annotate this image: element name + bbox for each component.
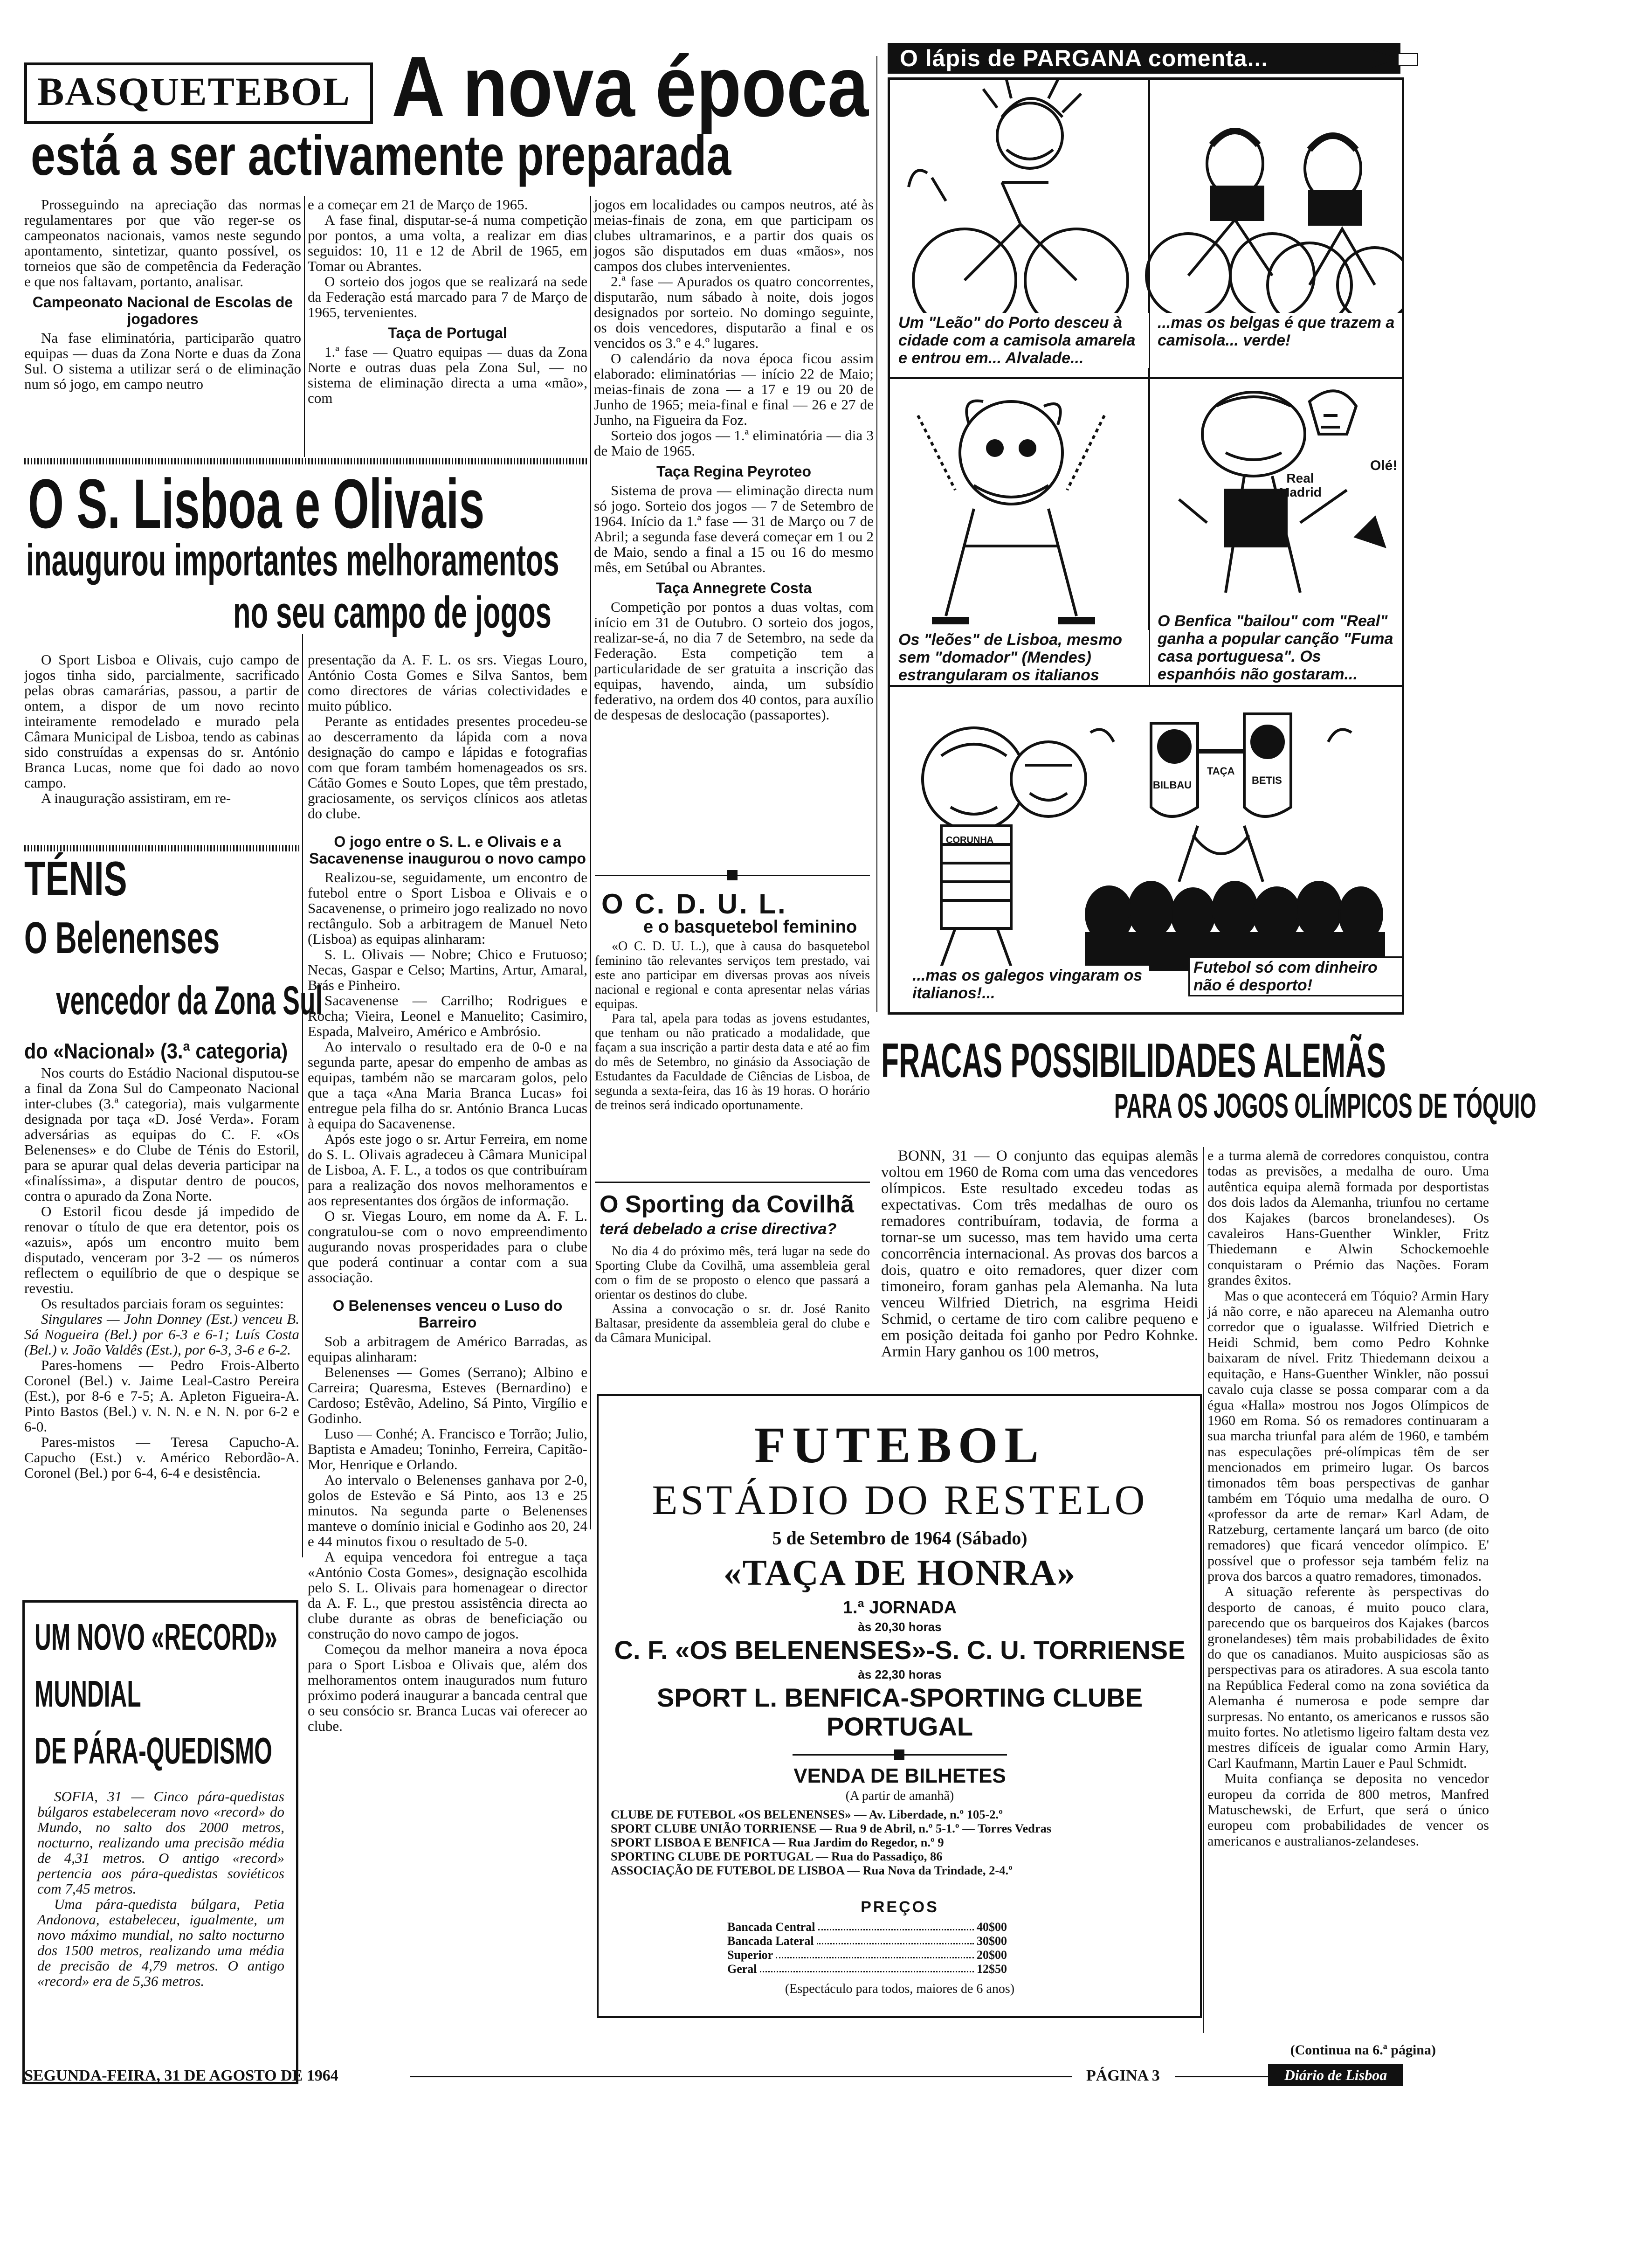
price-value: 30$00: [977, 1934, 1007, 1948]
price-row: [727, 1962, 1007, 1976]
olivais-subheadline-1: inaugurou importantes melhoramentos: [26, 535, 559, 585]
column-divider: [590, 196, 591, 1529]
paragraph: Nos courts do Estádio Nacional disputou-se a final da Zona Sul do Campeonato Nacional inter-clubes (3.ª categoria), mais vulgarmente designada por taça «D. José Verda». Foram adversárias as equipas do C. F. «Os Belenenses» e do Clube de Ténis do Estoril, para se apurar qual delas deveria participar na «finalíssima», a disputar dentro de poucos, contra o apurado da Zona Norte.: [24, 1065, 299, 1204]
ad-outlet: SPORT LISBOA E BENFICA — Rua Jardim do Regedor, n.º 9: [611, 1835, 944, 1849]
olivais-column-2: [308, 652, 587, 1734]
column-divider: [304, 196, 305, 457]
paragraph: Prosseguindo na apreciação das normas regulamentares por que vão reger-se os campeonatos nacionais, vamos neste segundo apontamento, sintetizar, quanto possível, os torneios que são de competência da Federação e que nos faltavam, portanto, analisar.: [24, 196, 301, 290]
paragraph: No dia 4 do próximo mês, terá lugar na sede do Sporting Clube da Covilhã, uma assembleia geral com o fim de se proposto o elenco que passará a orientar os destinos do clube.: [595, 1244, 870, 1302]
cartoon-label-taca: TAÇA: [1207, 765, 1235, 777]
basketball-subheadline: está a ser activamente preparada: [31, 124, 731, 187]
cartoon-frame: [888, 77, 1404, 1015]
tennis-subheadline: vencedor da Zona Sul: [56, 978, 323, 1023]
paragraph: Sob a arbitragem de Américo Barradas, as equipas alinharam:: [308, 1333, 587, 1365]
cartoon-banner-text: O lápis de PARGANA comenta...: [900, 45, 1269, 71]
tennis-headline: O Belenenses: [24, 913, 220, 963]
paragraph: Pares-mistos — Teresa Capucho-A. Capucho (Est.) v. Américo Rebordão-A. Coronel (Bel.) por 6-4, 6-4 e desistência.: [24, 1434, 299, 1481]
paragraph: 2.ª fase — Apurados os quatro concorrentes, disputarão, num sábado à noite, dois jogos designados por sorteio. No domingo seguinte, os dois vencedores, disputarão a final e os vencidos os 3.º e 4.º lugares.: [594, 273, 874, 351]
cartoon-label-bilbau: BILBAU: [1153, 779, 1192, 791]
paragraph: Luso — Conhé; A. Francisco e Torrão; Julio, Baptista e Amadeu; Toninho, Ferreira, Capitão-Mor, Henrique e Orlando.: [308, 1425, 587, 1473]
olympics-headline: FRACAS POSSIBILIDADES ALEMÃS: [881, 1034, 1386, 1088]
paragraph: Mas o que acontecerá em Tóquio? Armin Hary já não corre, e não apareceu na Alemanha outro corredor que o igualasse. Wilfried Dietrich e Heidi Schmid, bem como Pedro Kohnke baixaram de nível. Fritz Thiedemann deixou a equitação, e Hans-Guenther Winkler, não possui cavalo cuja classe se possa comparar com a da égua «Halla» mostrou nos Jogos Olímpicos de 1960 em Roma. Só os remadores continuaram a sua marcha triunfal para além de 1960, e também nas especulações pré-olímpicas têm de ser mencionados em primeiro lugar. Os barcos timonados têm boas perspectivas de ganhar também em Tóquio uma medalha de ouro. O «professor da arte de remar» Karl Adam, de Ratzeburg, certamente lançará um barco (de oito remadores) que ficará vencedor olímpico. E' possível que o professor seja também feliz na prova dos barcos a quatro remadores, timonados.: [1207, 1288, 1489, 1584]
column-divider: [1203, 1147, 1204, 2033]
cartoon-caption-4: O Benfica "bailou" com "Real" ganha a popular canção "Fuma casa portuguesa". Os espanhóis não gostaram...: [1154, 611, 1404, 684]
divider: [595, 1182, 870, 1183]
cdul-headline: O C. D. U. L.: [601, 888, 787, 920]
paragraph: O sorteio dos jogos que se realizará na sede da Federação está marcado para 7 de Março de 1965, tervenientes.: [308, 273, 587, 320]
ad-venue: ESTÁDIO DO RESTELO: [652, 1477, 1148, 1523]
pencil-icon-tip: [1398, 53, 1418, 66]
price-label: Bancada Lateral: [727, 1934, 814, 1948]
cdul-body: [595, 939, 870, 1113]
price-value: 40$00: [977, 1920, 1007, 1934]
record-headline: UM NOVO «RECORD»: [34, 1616, 277, 1658]
covilha-body: [595, 1244, 870, 1345]
cartoon-label-corunha: CORUNHA: [946, 835, 994, 845]
paragraph: Pares-homens — Pedro Frois-Alberto Coronel (Bel.) v. Jaime Leal-Castro Pereira (Est.), por 8-6 e 7-5; A. Apleton Figueira-A. Pinto Bastos (Bel.) v. N. N. e N. N. por 6-2 e 6-0.: [24, 1357, 299, 1435]
section-rule: [24, 458, 588, 464]
paragraph: Sacavenense — Carrilho; Rodrigues e Rocha; Vieira, Leonel e Manuelito; Casimiro, Espada, Malveiro, Américo e Ambrósio.: [308, 992, 587, 1039]
paragraph: Ao intervalo o resultado era de 0-0 e na segunda parte, apesar do empenho de ambas as equipas, também não se marcaram golos, pelo que a taça «Ana Maria Branca Lucas» foi entregue pela filha do sr. António Branca Lucas à equipa do Sacavenense.: [308, 1038, 587, 1132]
subheading: Campeonato Nacional de Escolas de jogadores: [32, 294, 293, 327]
paragraph: BONN, 31 — O conjunto das equipas alemãs voltou em 1960 de Roma com uma das vencedores olímpicos. Este resultado excedeu todas as expectativas. Com três medalhas de ouro os remadores contribuíram, todavia, de forma a tornar-se um sucesso, mas tem havido uma certa concorrência internacional. As provas dos barcos a dois, quatro e oito remadores, quer dizer com timoneiro, foram ganhas pela Alemanha. Na luta venceu Wilfried Dietrich, na esgrima Heidi Schmid, o certame de tiro com calibre pequeno e em posição deitada foi ganho por Pedro Kohnke. Armin Hary ganhou os 100 metros,: [881, 1148, 1198, 1360]
paragraph: e a começar em 21 de Março de 1965.: [308, 196, 528, 213]
ad-tickets: VENDA DE BILHETES: [793, 1764, 1006, 1787]
footer-paper-name: Diário de Lisboa: [1284, 2067, 1387, 2083]
ad-price-table: [727, 1920, 1007, 1976]
paragraph: A equipa vencedora foi entregue a taça «António Costa Gomes», designação escolhida pelo S. L. Olivais para homenagear o director da A. F. L., que prestou assistência directa ao clube durante as obras de beneficiação ou construção do novo campo de jogos.: [308, 1549, 587, 1642]
price-label: Bancada Central: [727, 1920, 815, 1934]
tennis-body: [24, 1065, 299, 1480]
ad-date: 5 de Setembro de 1964 (Sábado): [772, 1528, 1027, 1549]
ad-tickets-sub: (A partir de amanhã): [845, 1789, 954, 1803]
paragraph: Belenenses — Gomes (Serrano); Albino e Carreira; Quaresma, Esteves (Bernardino) e Cardoso; Estêvão, Adelino, Sá Pinto, Virgílio e Godinho.: [308, 1364, 587, 1426]
tennis-subheadline-2: do «Nacional» (3.ª categoria): [24, 1039, 288, 1063]
subheading: Taça Regina Peyroteo: [656, 463, 811, 480]
price-row: [727, 1934, 1007, 1948]
paragraph: Uma pára-quedista búlgara, Petia Andonova, estabeleceu, igualmente, um novo máximo mundial, no salto nocturno dos 1500 metros, realizando uma média de precisão de 4,79 metros. O antigo «record» era de 5,36 metros.: [37, 1896, 284, 1989]
price-row: [727, 1948, 1007, 1962]
basketball-column-1: [24, 197, 301, 392]
paragraph: A situação referente às perspectivas do desporto de canoas, é muito pouco clara, parecendo que os barqueiros dos Kajakes (barcos gronelandeses) têm mais probabilidades de êxito do que os canadianos. Muito auspiciosas são as perspectivas para os atiradores. A sua escola tanto na República Federal como na zona soviética da Alemanha é numerosa e pode sempre dar surpresas. No entanto, os americanos e russos são muito fortes. No atletismo ligeiro faltam desta vez mestres difíceis de igualar como Armin Hary, Carl Kaufmann, Martin Lauer e Paul Schmidt.: [1207, 1584, 1489, 1771]
leader-dots: [817, 1934, 974, 1944]
column-divider: [302, 634, 303, 1557]
paragraph: Os resultados parciais foram os seguintes:: [41, 1295, 284, 1312]
price-row: [727, 1920, 1007, 1934]
subheading: Taça de Portugal: [388, 325, 507, 341]
paragraph: SOFIA, 31 — Cinco pára-quedistas búlgaros estabeleceram novo «record» do Mundo, no salto dos 2000 metros, nocturno, realizando uma precisão média de 4,31 metros. O antigo «record» pertencia aos pára-quedistas soviéticos com 7,45 metros.: [37, 1788, 284, 1897]
cdul-subheadline: e o basquetebol feminino: [643, 917, 857, 937]
basketball-kicker: BASQUETEBOL: [37, 69, 351, 114]
footer-date: SEGUNDA-FEIRA, 31 DE AGOSTO DE 1964: [24, 2067, 338, 2084]
paragraph: O Estoril ficou desde já impedido de renovar o título de que era detentor, pois os «azuis», após um encontro muito bem disputado, venceram por 3-2 — os números reflectem o equilíbrio de que o despique se revestiu.: [24, 1203, 299, 1296]
team-bibs-drawing: [1090, 714, 1351, 882]
paragraph: Ao intervalo o Belenenses ganhava por 2-0, golos de Estevão e Sá Pinto, aos 13 e 25 minutos. Na segunda parte o Belenenses manteve o domínio inicial e Godinho aos 20, 24 e 44 minutos fixou o resultado de 5-0.: [308, 1472, 587, 1549]
cartoon-caption-1: Um "Leão" do Porto desceu à cidade com a camisola amarela e entrou em... Alvalade...: [895, 313, 1149, 368]
cyclist-lion-drawing: [909, 80, 1128, 332]
record-subheadline-2: DE PÁRA-QUEDISMO: [34, 1730, 272, 1771]
olivais-column-1: [24, 652, 299, 806]
covilha-subheadline: terá debelado a crise directiva?: [600, 1220, 837, 1238]
record-body: [37, 1789, 284, 1989]
footer-page: PÁGINA 3: [1086, 2067, 1160, 2084]
column-divider: [876, 56, 877, 1012]
basketball-column-3: [594, 197, 874, 722]
paragraph: Para tal, apela para todas as jovens estudantes, que tenham ou não praticado a modalidade, que façam a sua inscrição a partir desta data e até ao fim do mês de Setembro, no ginásio da Associação de Estudantes da Faculdade de Ciências de Lisboa, de segunda a sexta-feira, das 16 às 19 horas. O horário de treinos será indicado oportunamente.: [595, 1011, 870, 1113]
leader-dots: [776, 1948, 974, 1958]
paragraph: Perante as entidades presentes procedeu-se ao descerramento da lápida com a nova designação do campo e lápidas e fotografias com que foram também homenageados os srs. Cátão Gomes e Souto Lopes, que têm prestado, graciosamente, os serviços clínicos aos atletas do clube.: [308, 713, 587, 822]
paragraph: S. L. Olivais — Nobre; Chico e Frutuoso; Necas, Gaspar e Celso; Martins, Artur, Amaral, Brás e Pinheiro.: [308, 946, 587, 993]
paragraph: Competição por pontos a duas voltas, com início em 31 de Outubro. O sorteio dos jogos, realizar-se-á, no dia 7 de Setembro, na sede da Federação. Esta competição tem a particularidade de ser gratuita a inscrição das equipas, havendo, ainda, um subsídio federativo, na ordem dos 40 contos, para auxílio de despesas de deslocação (passaportes).: [594, 599, 874, 723]
cartoon-caption-5: ...mas os galegos vingaram os italianos!...: [909, 966, 1149, 1003]
price-label: Geral: [727, 1962, 757, 1976]
basketball-headline: A nova época: [392, 38, 869, 134]
cyclists-belgian-drawing: [1146, 131, 1402, 327]
ad-outlet: ASSOCIAÇÃO DE FUTEBOL DE LISBOA — Rua Nova da Trindade, 2-4.º: [611, 1863, 1013, 1877]
paragraph: O Sport Lisboa e Olivais, cujo campo de jogos tinha sido, parcialmente, sacrificado pelas obras camarárias, passou, a partir de ontem, a dispor de um novo recinto inteiramente remodelado e murado pela Câmara Municipal de Lisboa, tendo as cabinas sido construídas a expensas do sr. António Branca Lucas, nome que foi dado ao novo campo.: [24, 651, 299, 791]
paragraph: Sistema de prova — eliminação directa num só jogo. Sorteio dos jogos — 7 de Setembro de 1964. Início da 1.ª fase — 31 de Março ou 7 de Abril; a segunda fase deverá começar em 1 ou 2 de Maio, sendo a final a 15 ou 16 do mesmo mês, em Setúbal ou Abrantes.: [594, 482, 874, 575]
ad-outlet: SPORTING CLUBE DE PORTUGAL — Rua do Passadiço, 86: [611, 1849, 943, 1863]
price-value: 12$50: [977, 1962, 1007, 1976]
paragraph: Assina a convocação o sr. dr. José Ranito Baltasar, presidente da assembleia geral do clube e da Câmara Municipal.: [595, 1302, 870, 1345]
olympics-subheadline: PARA OS JOGOS OLÍMPICOS DE TÓQUIO: [1114, 1086, 1537, 1125]
paragraph: e a turma alemã de corredores conquistou, contra todas as previsões, a medalha de ouro. Uma autêntica equipa alemã formada por desportistas dos dois lados da Alemanha, triunfou no certame dos Kajakes (barcos bronelandeses). Os cavaleiros Hans-Guenther Winkler, Fritz Thiedemann e Alwin Schockemoehle conquistaram o Prémio das Nações. Foram grandes êxitos.: [1207, 1148, 1489, 1288]
paragraph: Sorteio dos jogos — 1.ª eliminatória — dia 3 de Maio de 1965.: [594, 427, 874, 459]
pencil-icon: [1371, 49, 1399, 68]
leader-dots: [818, 1920, 974, 1930]
cartoon-drawing: [890, 80, 1402, 1012]
paragraph: O calendário da nova época ficou assim elaborado: eliminatórias — início 22 de Maio; meias-finais de zona — a 17 e 19 ou 20 de Junho de 1965; meia-final e final — 26 e 27 de Junho, na Figueira da Foz.: [594, 350, 874, 428]
ad-cup: «TAÇA DE HONRA»: [723, 1552, 1076, 1593]
olympics-continued-note: (Continua na 6.ª página): [1290, 2042, 1436, 2058]
lion-wrestler-drawing: [918, 401, 1104, 621]
ad-outlet: SPORT CLUBE UNIÃO TORRIENSE — Rua 9 de Abril, n.º 5-1.º — Torres Vedras: [611, 1821, 1052, 1835]
paragraph: Após este jogo o sr. Artur Ferreira, em nome do S. L. Olivais agradeceu à Câmara Municipal de Lisboa, A. F. L., a todos os que contribuíram para a realização dos novos melhoramentos e aos representantes dos órgãos de informação.: [308, 1131, 587, 1209]
ad-match-1: C. F. «OS BELENENSES»-S. C. U. TORRIENSE: [614, 1635, 1186, 1665]
subheading: O Belenenses venceu o Luso do Barreiro: [332, 1297, 563, 1331]
cartoon-label-betis: BETIS: [1252, 774, 1282, 786]
price-value: 20$00: [977, 1948, 1007, 1962]
tennis-kicker: TÉNIS: [24, 852, 127, 906]
ad-round: 1.ª JORNADA: [842, 1598, 957, 1618]
record-subheadline-1: MUNDIAL: [34, 1673, 141, 1715]
galician-wrestler-drawing: [923, 728, 1086, 980]
paragraph: 1.ª fase — Quatro equipas — duas da Zona Norte e outras duas pela Zona Sul, — no sistema de eliminação directa a uma «mão», com: [308, 344, 587, 406]
subheading: Taça Annegrete Costa: [655, 580, 812, 596]
olympics-column-1: [881, 1148, 1198, 1360]
divider-square-icon: [727, 870, 738, 880]
ad-match-2: SPORT L. BENFICA-SPORTING CLUBE: [656, 1683, 1143, 1712]
paragraph: Começou da melhor maneira a nova época para o Sport Lisboa e Olivais que, além dos melhoramentos ontem inaugurados num futuro próximo poderá inaugurar a bancada central que o seu consócio sr. Branca Lucas vai oferecer ao clube.: [308, 1641, 587, 1734]
ad-time-1: às 20,30 horas: [858, 1620, 942, 1634]
footer-rule: [410, 2076, 1072, 2077]
cartoon-caption-2: ...mas os belgas é que trazem a camisola... verde!: [1154, 313, 1404, 350]
cartoon-caption-3: Os "leões" de Lisboa, mesmo sem "domador" (Mendes) estrangularam os italianos: [895, 630, 1149, 685]
cartoon-label-ola: Olé!: [1370, 458, 1398, 473]
leader-dots: [760, 1962, 974, 1972]
section-rule: [24, 845, 299, 851]
paragraph: Realizou-se, seguidamente, um encontro de futebol entre o Sport Lisboa e Olivais e o Sacavenense, o primeiro jogo realizado no novo rectângulo. Sob a arbitragem de Manuel Neto (Lisboa) as equipas alinharam:: [308, 869, 587, 947]
cartoon-caption-6: Futebol só com dinheiro não é desporto!: [1188, 956, 1404, 996]
covilha-headline: O Sporting da Covilhã: [600, 1191, 855, 1218]
subheading: O jogo entre o S. L. e Olivais e a Sacavenense inaugurou o novo campo: [309, 833, 586, 867]
footer-rule: [1175, 2076, 1268, 2077]
paragraph: Muita confiança se deposita no vencedor europeu da corrida de 800 metros, Manfred Matuschewski, de Erfurt, que será o único europeu com probabilidades de vencer os americanos e australianos-zelandeses.: [1207, 1771, 1489, 1849]
paragraph: Singulares — John Donney (Est.) venceu B. Sá Nogueira (Bel.) por 6-3 e 6-1; Luís Costa (Bel.) v. João Valdês (Est.), por 6-3, 3-6 e 6-2.: [24, 1311, 299, 1358]
paragraph: Na fase eliminatória, participarão quatro equipas — duas da Zona Norte e duas da Zona Sul. O sistema a utilizar será o de eliminação num só jogo, em campo neutro: [24, 330, 301, 392]
olivais-subheadline-2: no seu campo de jogos: [233, 588, 552, 637]
divider-square-icon: [894, 1749, 904, 1760]
olivais-headline: O S. Lisboa e Olivais: [28, 464, 485, 543]
paragraph: A fase final, disputar-se-á numa competição por pontos, a uma volta, a realizar em dias seguidos: 10, 11 e 12 de Abril de 1965, em Tomar ou Abrantes.: [308, 212, 587, 274]
paragraph: presentação da A. F. L. os srs. Viegas Louro, António Costa Gomes e Silva Santos, bem como directores de várias colectividades e muito público.: [308, 651, 587, 714]
paragraph: A inauguração assistiram, em re-: [41, 790, 231, 806]
ad-title: FUTEBOL: [754, 1417, 1045, 1473]
paragraph: O sr. Viegas Louro, em nome da A. F. L. congratulou-se com o novo empreendimento augurando novas prosperidades para o clube que poderá continuar a contar com a sua associação.: [308, 1208, 587, 1286]
price-label: Superior: [727, 1948, 773, 1962]
paragraph: «O C. D. U. L.), que à causa do basquetebol feminino tão relevantes serviços tem prestado, vai este ano participar em diversas provas aos níveis nacional e regional e conta apresentar nelas várias equipas.: [595, 939, 870, 1011]
ad-outlet: CLUBE DE FUTEBOL «OS BELENENSES» — Av. Liberdade, n.º 105-2.º: [611, 1807, 1003, 1821]
ad-time-2: às 22,30 horas: [858, 1667, 942, 1681]
ad-match-2b: PORTUGAL: [826, 1712, 973, 1741]
cartoon-label-real: Real Madrid: [1279, 471, 1322, 499]
paragraph: jogos em localidades ou campos neutros, até às meias-finais de zona, em que participam os clubes ultramarinos, e a partir dos quais os jogos são disputados em duas «mãos», nos campos dos clubes intervenientes.: [594, 196, 874, 274]
ad-outlets: [611, 1807, 1189, 1877]
ad-note: (Espectáculo para todos, maiores de 6 anos): [785, 1982, 1015, 1996]
olympics-column-2: [1207, 1148, 1489, 1849]
basketball-column-2: [308, 197, 587, 406]
ad-prices-heading: PREÇOS: [861, 1898, 939, 1916]
